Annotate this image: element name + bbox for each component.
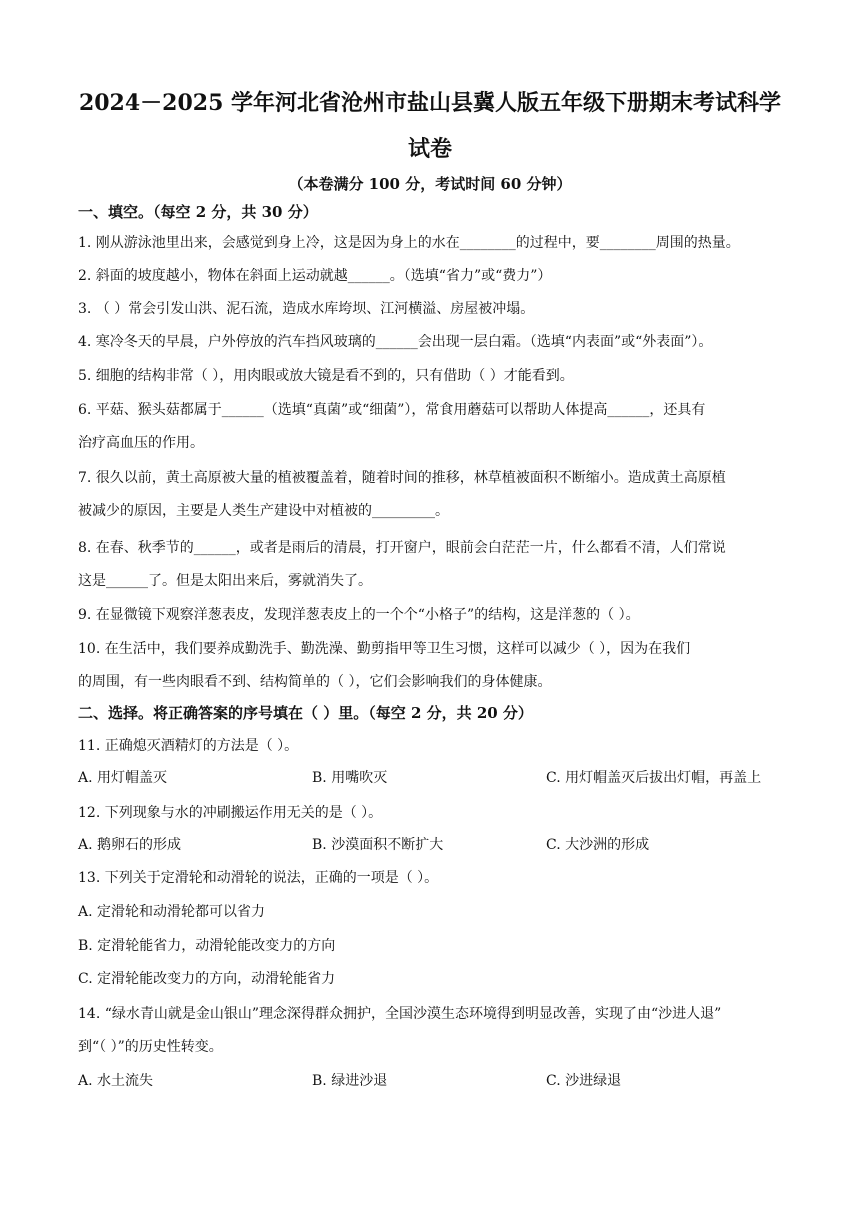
question-11-option-a: A. 用灯帽盖灭 — [78, 770, 168, 786]
question-11-option-c: C. 用灯帽盖灭后拔出灯帽，再盖上 — [546, 770, 762, 786]
question-line: 2. 斜面的坡度越小，物体在斜面上运动就越______。（选填“省力”或“费力”） — [78, 268, 552, 284]
question-11-option-b: B. 用嘴吹灭 — [312, 770, 388, 786]
question-line: 1. 刚从游泳池里出来，会感觉到身上冷，这是因为身上的水在________的过程中，要________周围的热量。 — [78, 235, 740, 251]
question-14-stem-line1: 14. “绿水青山就是金山银山”理念深得群众拥护，全国沙漠生态环境得到明显改善，实现了由“沙进人退” — [78, 1006, 722, 1022]
question-line: 8. 在春、秋季节的______，或者是雨后的清晨，打开窗户，眼前会白茫茫一片，什么都看不清，人们常说 — [78, 540, 726, 556]
exam-title-line1: 2024－2025 学年河北省沧州市盐山县冀人版五年级下册期末考试科学 — [78, 90, 782, 116]
question-14-option-c: C. 沙进绿退 — [546, 1073, 622, 1089]
question-14-option-a: A. 水土流失 — [78, 1073, 154, 1089]
question-line: 5. 细胞的结构非常（ ），用肉眼或放大镜是看不到的，只有借助（ ）才能看到。 — [78, 368, 574, 384]
question-12-option-b: B. 沙漠面积不断扩大 — [312, 837, 444, 853]
question-11-stem: 11. 正确熄灭酒精灯的方法是（ ）。 — [78, 738, 299, 754]
question-14-stem-line2: 到“（ ）”的历史性转变。 — [78, 1039, 223, 1055]
question-line: 被减少的原因，主要是人类生产建设中对植被的_________。 — [78, 503, 449, 519]
question-line: 9. 在显微镜下观察洋葱表皮，发现洋葱表皮上的一个个“小格子”的结构，这是洋葱的（ ）。 — [78, 607, 640, 623]
question-14-option-b: B. 绿进沙退 — [312, 1073, 388, 1089]
question-line: 这是______了。但是太阳出来后，雾就消失了。 — [78, 573, 372, 589]
question-12-stem: 12. 下列现象与水的冲刷搬运作用无关的是（ ）。 — [78, 805, 383, 821]
question-line: 7. 很久以前，黄土高原被大量的植被覆盖着，随着时间的推移，林草植被面积不断缩小。造成黄土高原植 — [78, 470, 726, 486]
question-12-option-c: C. 大沙洲的形成 — [546, 837, 650, 853]
question-13-option-b: B. 定滑轮能省力，动滑轮能改变力的方向 — [78, 938, 336, 954]
question-line: 10. 在生活中，我们要养成勤洗手、勤洗澡、勤剪指甲等卫生习惯，这样可以减少（ ），因为在我们 — [78, 641, 691, 657]
question-line: 6. 平菇、猴头菇都属于______（选填“真菌”或“细菌”），常食用蘑菇可以帮助人体提高______，还具有 — [78, 402, 706, 418]
question-line: 3. （ ）常会引发山洪、泥石流，造成水库垮坝、江河横溢、房屋被冲塌。 — [78, 301, 535, 317]
question-13-stem: 13. 下列关于定滑轮和动滑轮的说法，正确的一项是（ ）。 — [78, 870, 439, 886]
section-1-heading: 一、填空。（每空 2 分，共 30 分） — [78, 203, 318, 221]
question-13-option-a: A. 定滑轮和动滑轮都可以省力 — [78, 904, 266, 920]
section-2-heading: 二、选择。将正确答案的序号填在（ ）里。（每空 2 分，共 20 分） — [78, 704, 533, 722]
question-12-option-a: A. 鹅卵石的形成 — [78, 837, 182, 853]
exam-title-line2: 试卷 — [407, 136, 452, 162]
question-line: 的周围，有一些肉眼看不到、结构简单的（ ），它们会影响我们的身体健康。 — [78, 674, 552, 690]
question-13-option-c: C. 定滑轮能改变力的方向，动滑轮能省力 — [78, 971, 336, 987]
exam-subtitle: （本卷满分 100 分，考试时间 60 分钟） — [288, 175, 572, 193]
question-line: 治疗高血压的作用。 — [78, 435, 204, 451]
question-line: 4. 寒冷冬天的早晨，户外停放的汽车挡风玻璃的______会出现一层白霜。（选填“内表面”或“外表面”）。 — [78, 334, 713, 350]
